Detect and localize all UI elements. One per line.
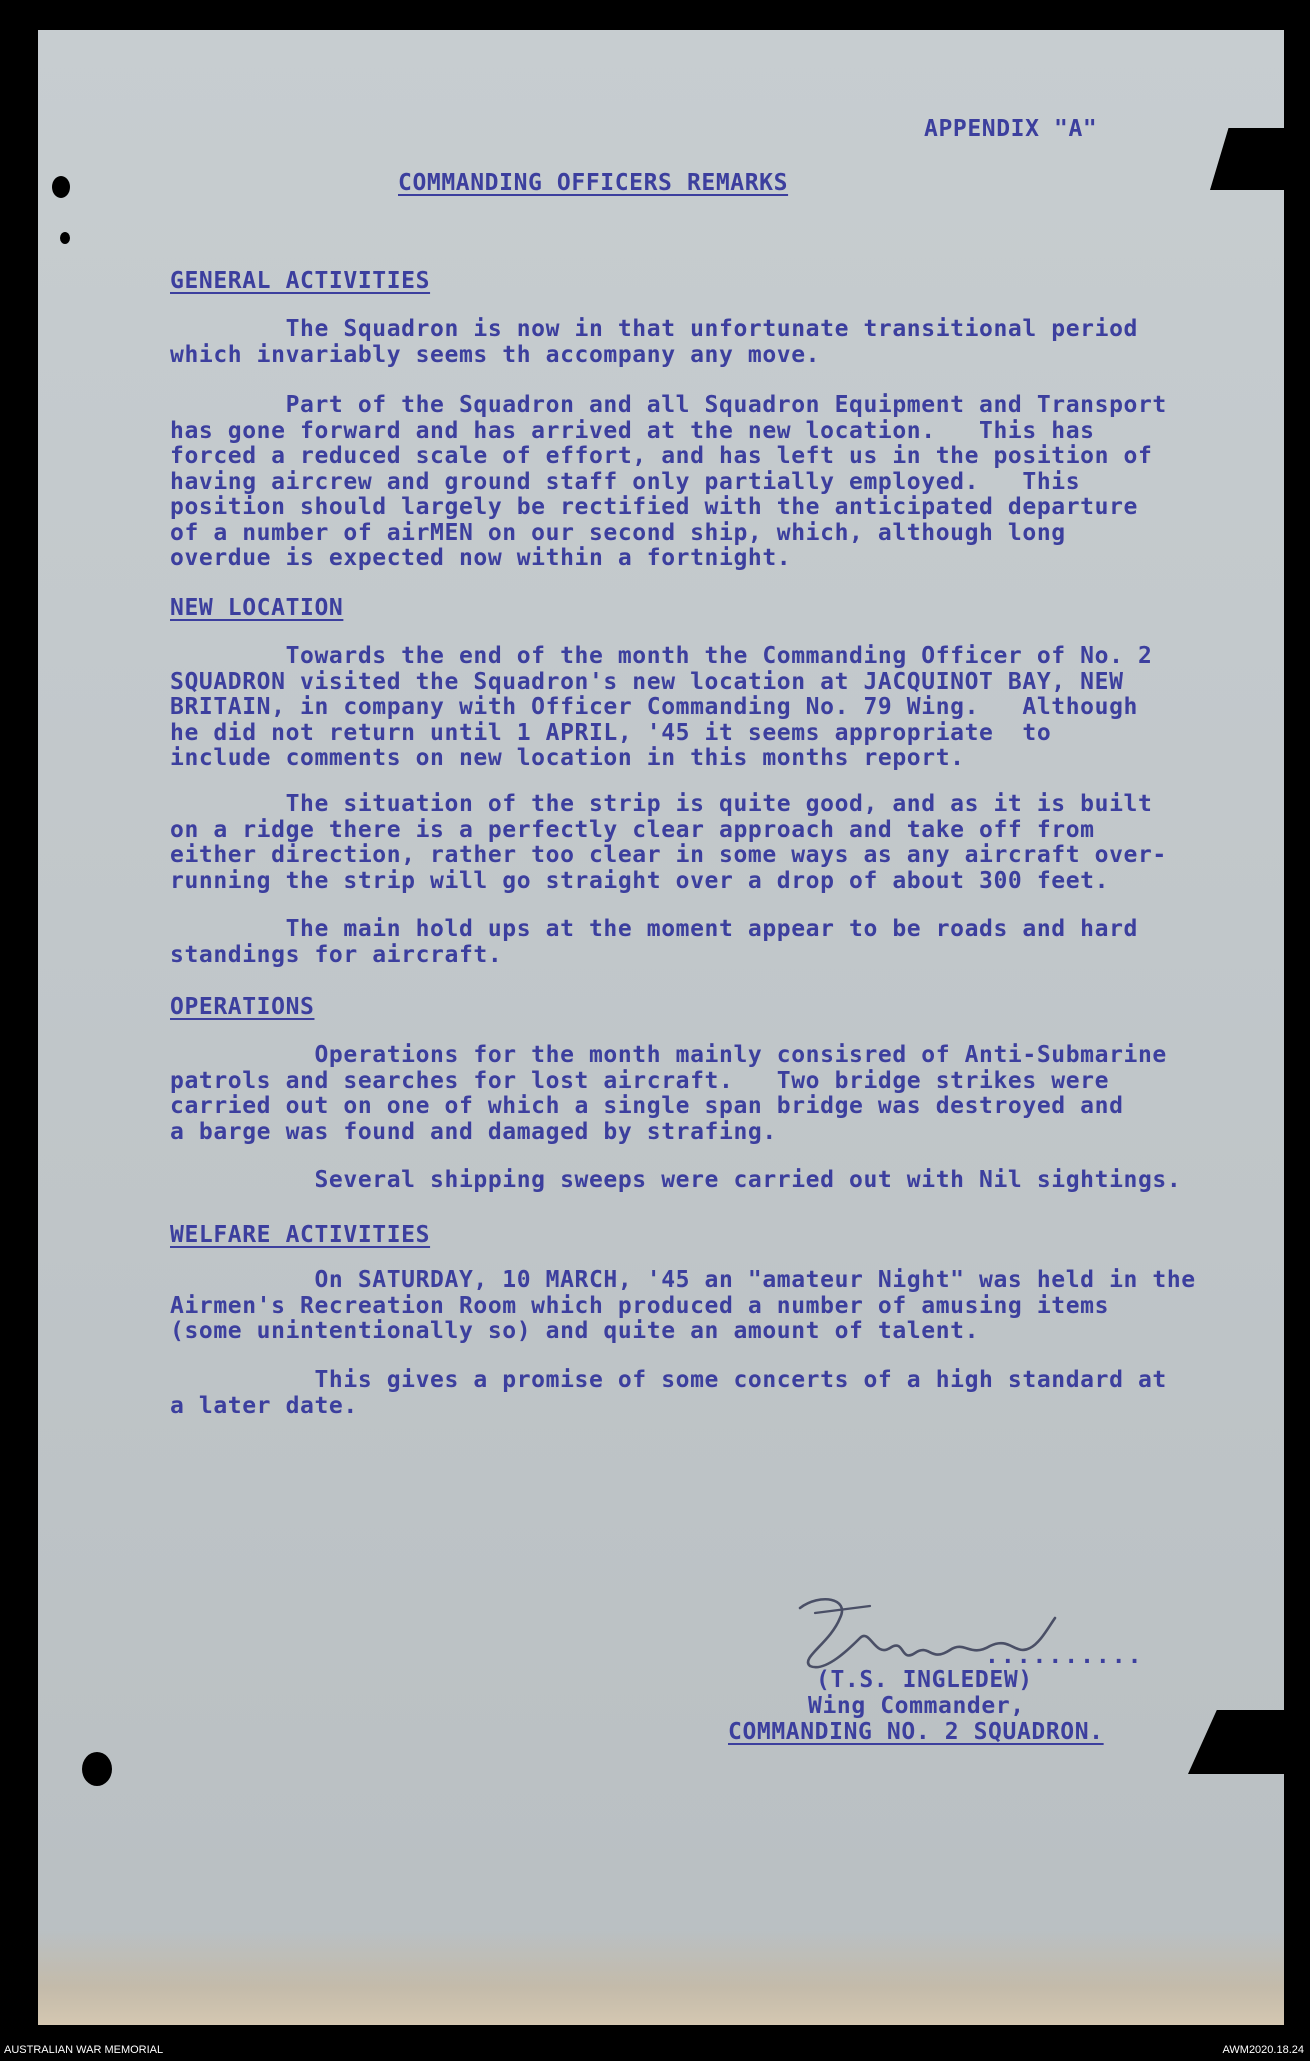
text-line: a later date.	[170, 1392, 358, 1419]
text-line: a barge was found and damaged by strafing.	[170, 1118, 777, 1145]
text-line: (some unintentionally so) and quite an amount of talent.	[170, 1318, 980, 1344]
location-paragraph-1	[170, 644, 1230, 772]
text-line: The situation of the strip is quite good, and as it is built	[170, 791, 1153, 817]
operations-paragraph-1	[170, 1043, 1230, 1145]
text-line: patrols and searches for lost aircraft. Two bridge strikes were	[170, 1067, 1110, 1094]
section-heading-general-activities: GENERAL ACTIVITIES	[170, 268, 431, 294]
text-line: On SATURDAY, 10 MARCH, '45 an "amateur Night" was held in the	[170, 1267, 1196, 1293]
text-line: having aircrew and ground staff only partially employed. This	[170, 468, 1081, 495]
text-line: The Squadron is now in that unfortunate transitional period	[170, 316, 1138, 342]
welfare-paragraph-2	[170, 1368, 1230, 1419]
text-line: of a number of airMEN on our second ship, which, although long	[170, 519, 1066, 546]
text-line: running the strip will go straight over a drop of about 300 feet.	[170, 867, 1110, 894]
signature-dots: ..........	[985, 1643, 1144, 1669]
signatory-name: (T.S. INGLEDEW)	[816, 1667, 1033, 1693]
text-line: he did not return until 1 APRIL, '45 it seems appropriate to	[170, 719, 1052, 746]
location-paragraph-3	[170, 917, 1230, 968]
general-paragraph-2	[170, 393, 1230, 572]
text-line: The main hold ups at the moment appear to be roads and hard	[170, 916, 1138, 942]
text-line: include comments on new location in this months report.	[170, 745, 965, 771]
signatory-unit: COMMANDING NO. 2 SQUADRON.	[728, 1719, 1104, 1745]
text-line: on a ridge there is a perfectly clear approach and take off from	[170, 816, 1095, 843]
location-paragraph-2	[170, 792, 1230, 894]
text-line: Operations for the month mainly consisred of Anti-Submarine	[170, 1042, 1167, 1068]
text-line: has gone forward and has arrived at the new location. This has	[170, 417, 1095, 444]
section-heading-welfare-activities: WELFARE ACTIVITIES	[170, 1222, 431, 1248]
general-paragraph-1	[170, 317, 1230, 368]
text-line: which invariably seems th accompany any move.	[170, 341, 821, 368]
punch-hole-bottom	[82, 1752, 112, 1786]
text-line: Several shipping sweeps were carried out with Nil sightings.	[170, 1167, 1182, 1193]
punch-hole-top	[52, 176, 70, 198]
appendix-label: APPENDIX "A"	[924, 116, 1098, 142]
signatory-rank: Wing Commander,	[808, 1693, 1025, 1719]
page-bottom-wear	[38, 1930, 1284, 2025]
text-line: Part of the Squadron and all Squadron Equipment and Transport	[170, 392, 1167, 418]
text-line: Towards the end of the month the Commanding Officer of No. 2	[170, 643, 1153, 669]
welfare-paragraph-1	[170, 1268, 1230, 1345]
text-line: BRITAIN, in company with Officer Commanding No. 79 Wing. Although	[170, 694, 1138, 720]
text-line: standings for aircraft.	[170, 941, 503, 968]
text-line: SQUADRON visited the Squadron's new location at JACQUINOT BAY, NEW	[170, 668, 1124, 695]
text-line: position should largely be rectified with the anticipated departure	[170, 494, 1138, 520]
text-line: carried out on one of which a single span bridge was destroyed and	[170, 1093, 1124, 1119]
footer-reference-number: AWM2020.18.24	[1222, 2044, 1304, 2056]
section-heading-operations: OPERATIONS	[170, 994, 315, 1020]
text-line: This gives a promise of some concerts of a high standard at	[170, 1367, 1167, 1393]
punch-hole-top-small	[60, 232, 70, 244]
section-heading-new-location: NEW LOCATION	[170, 595, 344, 621]
text-line: forced a reduced scale of effort, and has left us in the position of	[170, 443, 1153, 469]
text-line: overdue is expected now within a fortnight.	[170, 545, 792, 571]
text-line: either direction, rather too clear in some ways as any aircraft over-	[170, 842, 1167, 868]
operations-paragraph-2	[170, 1168, 1230, 1194]
document-title: COMMANDING OFFICERS REMARKS	[398, 170, 789, 196]
footer-archive-name: AUSTRALIAN WAR MEMORIAL	[4, 2044, 164, 2056]
text-line: Airmen's Recreation Room which produced a number of amusing items	[170, 1292, 1110, 1319]
